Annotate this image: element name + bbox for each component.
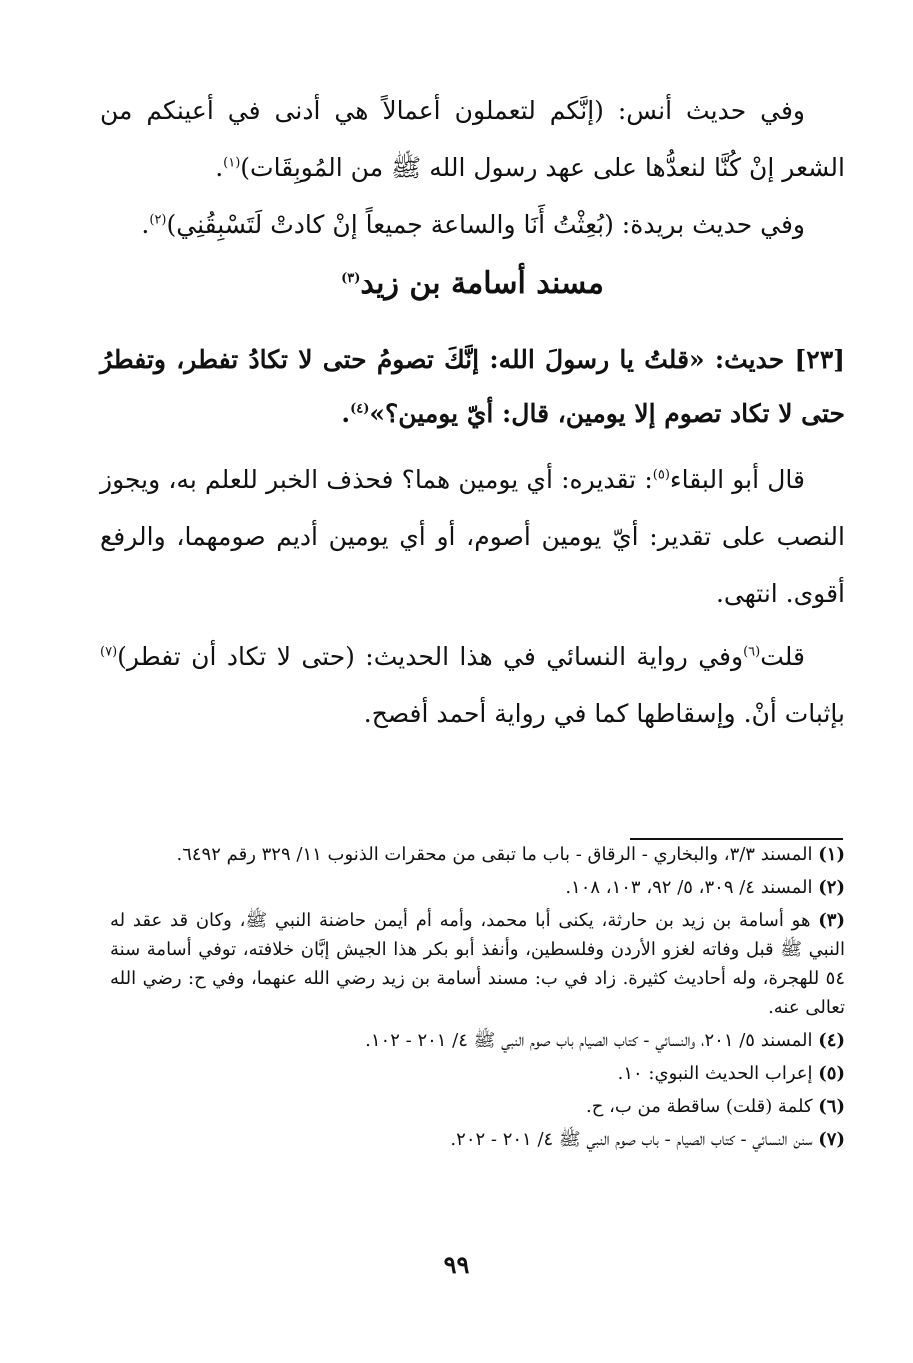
main-text — [100, 82, 845, 742]
footnotes — [110, 840, 845, 1158]
author-note-start: قلت — [760, 642, 805, 671]
nasai-quote: وفي رواية النسائي في هذا الحديث: (حتى لا تكاد أن تفطر) — [117, 642, 744, 671]
footnote-item — [110, 1092, 845, 1121]
footnote-number: (٤) — [818, 1030, 845, 1051]
footnote-number: (٥) — [818, 1063, 845, 1084]
footnote-ref-2[interactable]: (٢) — [149, 212, 167, 228]
hadith-23: [٢٣] حديث: «قلتُ يا رسولَ الله: إنَّكَ تصومُ حتى لا تكادُ تفطر، وتفطرُ حتى لا تكاد تصوم إلا يومين، قال: أيّ يومين؟»$^{(٤)}$. — [100, 345, 845, 428]
footnote-number: (٢) — [818, 877, 845, 898]
footnote-ref-1[interactable]: (١) — [223, 155, 241, 171]
author-note-paragraph — [100, 628, 845, 742]
footnote-item — [110, 873, 845, 902]
footnote-text: سنن النسائي - كتاب الصيام - باب صوم النبي ﷺ ٤/ ٢٠١ - ٢٠٢. — [450, 1129, 813, 1150]
footnote-item — [110, 1026, 845, 1055]
footnote-text: المسند ٤/ ٣٠٩، ٥/ ٩٢، ١٠٣، ١٠٨. — [565, 877, 813, 898]
author-note-text: بإثبات أنْ. وإسقاطها كما في رواية أحمد أفصح. — [363, 699, 845, 728]
footnote-number: (١) — [818, 844, 845, 865]
footnote-ref-5[interactable]: (٥) — [652, 467, 670, 483]
page-number: ٩٩ — [443, 1250, 470, 1279]
abul-baqa-paragraph — [100, 451, 845, 622]
footnote-ref-7[interactable]: (٧) — [100, 644, 118, 660]
footnote-ref-4[interactable]: (٤) — [350, 401, 370, 417]
section-heading — [100, 257, 845, 311]
buraida-paragraph: وفي حديث بريدة: (بُعِثْتُ أَنَا والساعة جميعاً إنْ كادتْ لَتَسْبِقُنِي)$^{(٢)}$. — [141, 210, 805, 239]
abul-baqa-start: قال أبو البقاء — [669, 465, 805, 494]
abul-baqa-text: : تقديره: أي يومين هما؟ فحذف الخبر للعلم به، ويجوز النصب على تقدير: أيّ يومين أصوم، أو أي يومين أديم صومهما، والرفع أقوى. انتهى. — [100, 465, 845, 608]
footnote-text: كلمة (قلت) ساقطة من ب، ح. — [586, 1096, 813, 1117]
hadith-text: [٢٣] حديث: «قلتُ يا رسولَ الله: إنَّكَ تصومُ حتى لا تكادُ تفطر، وتفطرُ حتى لا تكاد تصوم إلا يومين، قال: أيّ يومين؟» — [100, 345, 845, 428]
footnote-item — [110, 1059, 845, 1088]
footnote-number: (٧) — [818, 1129, 845, 1150]
anas-paragraph: وفي حديث أنس: (إنَّكم لتعملون أعمالاً هي أدنى في أعينكم من الشعر إنْ كُنَّا لنعدُّها على عهد رسول الله ﷺ من المُوبِقَات)$^{(١)}$. — [100, 96, 845, 182]
footnote-text: هو أسامة بن زيد بن حارثة، يكنى أبا محمد، وأمه أم أيمن حاضنة النبي ﷺ، وكان قد عقد له النبي ﷺ قبل وفاته لغزو الأردن وفلسطين، وأنفذ أبو بكر هذا الجيش إبَّان خلافته، توفي أسامة سنة ٥٤ للهجرة، وله أحاديث كثيرة. زاد في ب: مسند أسامة بن زيد رضي الله عنهما، وفي ح: رضي الله تعالى عنه. — [110, 910, 845, 1018]
footnote-number: (٦) — [818, 1096, 845, 1117]
footnote-item — [110, 840, 845, 869]
footnote-ref-6[interactable]: (٦) — [743, 644, 761, 660]
anas-hadith-text: وفي حديث أنس: (إنَّكم لتعملون أعمالاً هي أدنى في أعينكم من الشعر إنْ كُنَّا لنعدُّها على عهد رسول الله ﷺ من المُوبِقَات) — [100, 96, 845, 182]
footnote-text: المسند ٣/٣، والبخاري - الرقاق - باب ما تبقى من محقرات الذنوب ١١/ ٣٢٩ رقم ٦٤٩٢. — [176, 844, 813, 865]
footnote-item — [110, 1125, 845, 1154]
footnote-item — [110, 906, 845, 1022]
footnote-text: إعراب الحديث النبوي: ١٠. — [617, 1063, 813, 1084]
buraida-hadith-text: وفي حديث بريدة: (بُعِثْتُ أَنَا والساعة جميعاً إنْ كادتْ لَتَسْبِقُنِي) — [166, 210, 805, 239]
section-title: مسند أسامة بن زيد — [360, 266, 604, 301]
footnote-number: (٣) — [818, 910, 845, 931]
footnote-ref-3[interactable]: (٣) — [341, 271, 361, 286]
footnote-text: المسند ٥/ ٢٠١، والنسائي - كتاب الصيام باب صوم النبي ﷺ ٤/ ٢٠١ - ١٠٢. — [365, 1030, 813, 1051]
